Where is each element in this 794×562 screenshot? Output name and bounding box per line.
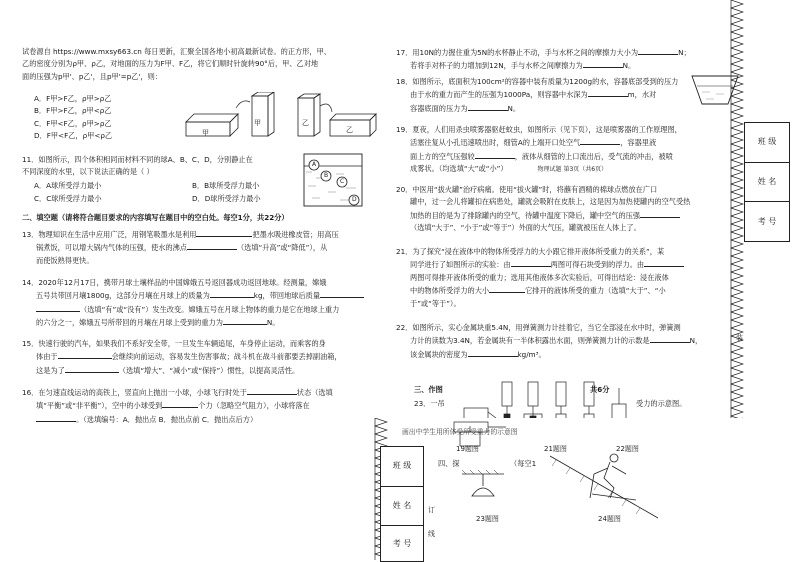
q17-text-1: 17．用10N的力握住重为5N的水杯静止不动，手与水杯之间的摩擦力大小为 <box>396 48 639 57</box>
q13-text-1: 13．物理知识在生活中应用广泛，用钢笔吸墨水是利用 <box>22 230 197 239</box>
binding-triangle <box>731 232 743 240</box>
q14-text-3: kg，带回地球后质量 <box>253 291 321 301</box>
q15-blank-1[interactable] <box>58 350 112 359</box>
q17-text-3: 若将手对杯子的力增加到12N，手与水杯之间摩擦力为 <box>410 61 583 71</box>
class-label-right: 班 级 <box>757 137 777 146</box>
q11-option-a: A．A球所受浮力最小 <box>34 181 102 190</box>
binding-triangle <box>731 72 743 80</box>
binding-triangle <box>731 152 743 160</box>
binding-mark-4: 线 <box>428 530 435 538</box>
section-4-heading: 四、探 <box>438 459 460 468</box>
question-20 <box>396 184 722 235</box>
q23-figure <box>458 470 508 510</box>
binding-triangle <box>731 344 743 352</box>
q21-blank-2[interactable] <box>644 258 684 267</box>
q21-text-4: 两图可得排开液体所受的重力；选用其他液体多次实验后，可得出结论：浸在液体 <box>410 272 669 282</box>
q13-blank-2[interactable] <box>187 241 237 250</box>
q20-blank-1[interactable] <box>640 209 680 218</box>
q14-blank-2[interactable] <box>320 289 364 298</box>
q19-text-5: ，液体从细管的上口流出后，受气流的冲击，被喷 <box>514 151 673 161</box>
id-label-right: 考 号 <box>745 201 789 242</box>
binding-triangle <box>731 384 743 392</box>
binding-triangle <box>731 40 743 48</box>
binding-triangle <box>731 24 743 32</box>
q20-text-3: 加热的目的是为了排除罐内的空气，待罐中温度下降后，罐中空气的压强 <box>410 210 641 220</box>
binding-triangle <box>731 296 743 304</box>
q18-blank-1[interactable] <box>588 88 628 97</box>
q22-text-5: kg/m³。 <box>517 349 546 359</box>
q17-blank-1[interactable] <box>638 46 678 55</box>
binding-triangle <box>731 48 743 56</box>
q10-line-3: 面的压强为p甲'、p乙'，且p甲'=p乙'，则： <box>22 71 162 81</box>
q11-option-d: D．D球所受浮力最小 <box>192 194 261 203</box>
id-label-left: 考 号 <box>381 525 423 562</box>
q21-text-6: 它排开的液体所受的重力（选填“大于”、“小 <box>525 286 666 296</box>
binding-triangle <box>731 200 743 208</box>
q23-text: 23．一吊 <box>414 399 445 408</box>
binding-triangle <box>375 434 387 442</box>
question-22 <box>396 322 722 361</box>
q14-text-2: 五号共带回月壤1800g，这部分月壤在月球上的质量为 <box>36 291 210 301</box>
question-10 <box>22 46 331 83</box>
section-3-tail: 共6分 <box>590 385 610 394</box>
binding-triangle <box>731 184 743 192</box>
binding-triangle <box>731 56 743 64</box>
q19-text-1: 19．夏夜，人们用杀虫喷雾器驱赶蚊虫，如图所示（见下页），这是喷雾器的工作原理图， <box>396 125 682 134</box>
q20-text-1: 20．中医用“拔火罐”治疗病痛。使用“拔火罐”时，将蘸有酒精的棉球点燃放在广口 <box>396 185 658 194</box>
q14-text-5: 的六分之一，嫦娥五号所带回的月壤在月球上受到的重力为 <box>36 318 223 328</box>
page-overlay-fragment <box>372 418 744 560</box>
binding-triangle <box>731 320 743 328</box>
q22-blank-2[interactable] <box>468 348 518 357</box>
q13-text-5: 而使饭熟得更快。 <box>36 255 94 265</box>
name-label-right: 姓 名 <box>745 162 789 201</box>
q16-text-1: 16．在匀速直线运动的高铁上，竖直向上抛出一小球，小球飞行时处于 <box>22 388 247 397</box>
q24-figure <box>550 448 660 524</box>
q18-text-5: N。 <box>507 103 521 113</box>
binding-triangle <box>731 272 743 280</box>
binding-triangle <box>731 304 743 312</box>
q16-text-4: 个力（忽略空气阻力），小球将落在 <box>198 401 310 411</box>
student-info-box-left <box>380 446 424 562</box>
q22-blank-1[interactable] <box>650 334 690 343</box>
binding-triangle <box>731 96 743 104</box>
q15-text-1: 15．快速行驶的汽车，如果我们不系好安全带，一旦发生车辆追尾，车身停止运动，而乘客的身 <box>22 339 326 348</box>
q10-option-d: D．F甲<F乙，ρ甲<ρ乙 <box>34 131 113 141</box>
binding-triangle <box>731 112 743 120</box>
binding-triangle <box>731 400 743 408</box>
q19-blank-1[interactable] <box>580 136 620 145</box>
q10-option-c: C．F甲<F乙，ρ甲>ρ乙 <box>34 118 112 128</box>
binding-triangle <box>731 408 743 416</box>
q11-ball-a-label: A <box>312 161 317 168</box>
q22-text-3: N， <box>689 336 703 346</box>
binding-mark-1: 装 <box>736 334 743 342</box>
q23-behind-text: 画出中学生用所体受所受重力的示意图 <box>402 428 518 436</box>
question-15 <box>22 338 382 377</box>
binding-triangle <box>731 216 743 224</box>
q13-text-2: 把墨水吸进橡皮管；用高压 <box>252 230 339 239</box>
caption-23: 23题图 <box>476 515 499 523</box>
q14-text-4: （选填“有”或“没有”）发生改变。嫦娥五号在月球上物体的重力是它在地球上重力 <box>80 304 340 314</box>
q10-line-2: 乙的密度分别为ρ甲、ρ乙，对地面的压力为F甲、F乙，将它们顺时针旋转90°后，甲、乙对地 <box>22 59 319 69</box>
binding-triangle <box>731 224 743 232</box>
student-info-box-right <box>744 122 790 242</box>
binding-triangle <box>731 88 743 96</box>
q10-line-1: 试卷源自 https://www.mxsy663.cn 每日更新，汇聚全国各地小初高最新试卷。的正方形，甲、 <box>22 47 331 56</box>
q22-text-2: 力计的读数为3.4N，若金属块有一半体积露出水面，则弹簧测力计的示数是 <box>410 336 650 346</box>
binding-triangle <box>731 288 743 296</box>
binding-triangle <box>731 264 743 272</box>
binding-triangle <box>731 144 743 152</box>
q13-text-4: （选填“升高”或“降低”），从 <box>236 243 328 253</box>
binding-triangle <box>731 32 743 40</box>
caption-22: 22题图 <box>616 445 639 453</box>
binding-triangle <box>731 248 743 256</box>
q20-text-2: 罐中，过一会儿将罐扣在病患处，罐就会吸附在皮肤上，这是因为加热使罐内的空气受热 <box>410 197 691 207</box>
q17-text-2: N； <box>678 48 691 57</box>
binding-triangle <box>731 256 743 264</box>
q13-blank-1[interactable] <box>196 228 252 237</box>
q15-text-4: 这是为了 <box>36 365 65 375</box>
q14-blank-1[interactable] <box>210 289 254 298</box>
q14-text-1: 14．2020年12月17日，携带月球土壤样品的中国嫦娥五号返回器成功返回地球。经测量，嫦娥 <box>22 278 327 287</box>
binding-triangle <box>731 352 743 360</box>
binding-triangle <box>731 8 743 16</box>
q19-text-3: ，容器里液 <box>620 138 657 148</box>
q16-text-2: 状态（选填 <box>296 388 333 397</box>
binding-triangle <box>731 280 743 288</box>
q19-blank-2[interactable] <box>475 150 515 159</box>
q22-text-4: 该金属块的密度为 <box>410 349 468 359</box>
q21-text-1: 21．为了探究“浸在液体中的物体所受浮力的大小跟它排开液体所受重力的关系”，某 <box>396 247 665 256</box>
q14-blank-4[interactable] <box>223 316 267 325</box>
q19-text-6: 成雾状。（均选填“大”或“小”） <box>410 164 508 174</box>
binding-triangle <box>731 0 743 8</box>
q23-tail: 受力的示意图。 <box>636 399 687 408</box>
binding-triangle <box>731 392 743 400</box>
binding-triangle <box>375 418 387 426</box>
q10-option-a: A．F甲>F乙，ρ甲>ρ乙 <box>34 94 112 103</box>
q16-text-3: 填“平衡”或“非平衡”），空中的小球受到 <box>36 401 163 411</box>
q18-text-1: 18．如图所示，底面积为100cm²的容器中装有质量为1200g的水，容器底部受到的压力 <box>396 77 679 86</box>
q15-text-3: 会继续向前运动，容易发生伤害事故；战斗机在战斗前都要丢掉副油箱， <box>111 352 342 362</box>
question-11 <box>22 154 253 179</box>
q10-fig-label-3: 乙 <box>302 119 309 127</box>
q11-line-2: 不同深度的水里，以下说法正确的是（ ） <box>22 167 154 177</box>
q18-text-2: 由于水的重力而产生的压强为1000Pa，则容器中水深为 <box>410 90 588 100</box>
name-label-left: 姓 名 <box>381 486 423 525</box>
q18-text-4: 容器底面的压力为 <box>410 103 468 113</box>
q10-fig-label-2: 甲 <box>254 119 261 127</box>
section-2-heading: 二、填空题（请将符合题目要求的内容填写在题目中的空白处。每空1分，共22分） <box>22 213 289 222</box>
question-21 <box>396 246 722 310</box>
binding-triangle <box>731 360 743 368</box>
q21-text-3: 两图可得石块受到的浮力。由 <box>550 260 645 270</box>
q16-blank-1[interactable] <box>247 386 297 395</box>
q17-text-4: N。 <box>622 61 636 71</box>
binding-triangle <box>731 312 743 320</box>
q14-text-6: N。 <box>266 318 280 328</box>
q11-line-1: 11．如图所示，四个体积相同而材料不同的球A、B、C、D，分别静止在 <box>22 155 253 164</box>
section-3-heading: 三、作图 <box>414 385 443 394</box>
q13-text-3: 锅煮饭，可以增大锅内气体的压强，使水的沸点 <box>36 243 187 253</box>
question-14 <box>22 277 382 330</box>
binding-triangle <box>731 128 743 136</box>
binding-triangle <box>731 208 743 216</box>
question-13 <box>22 228 382 267</box>
q10-options <box>34 93 112 143</box>
q11-option-c: C．C球所受浮力最小 <box>34 194 102 203</box>
binding-triangle <box>731 80 743 88</box>
binding-triangle <box>731 136 743 144</box>
binding-triangle <box>731 328 743 336</box>
q19-page-header: 物理试题 第3页（共6页） <box>537 166 608 174</box>
q15-blank-2[interactable] <box>65 364 119 373</box>
q22-text-1: 22．如图所示，实心金属块重5.4N，用弹簧测力计挂着它，当它全部浸在水中时，弹簧测 <box>396 323 681 332</box>
q11-ball-c-label: C <box>340 178 345 185</box>
q16-blank-2[interactable] <box>162 399 198 408</box>
q16-text-5: 。（选填编号：A．抛出点 B．抛出点前 C．抛出点后方） <box>76 414 258 424</box>
q11-ball-b-label: B <box>324 172 329 179</box>
question-19 <box>396 124 722 177</box>
q21-text-5: 中的物体所受浮力的大小 <box>410 286 490 296</box>
binding-triangle <box>731 176 743 184</box>
q14-blank-3[interactable] <box>36 303 80 312</box>
section-4-tail: （每空1 <box>510 459 537 468</box>
q19-text-4: 面上方的空气压强较 <box>410 151 475 161</box>
binding-triangle <box>375 426 387 434</box>
q21-text-2: 同学进行了如图所示的实验：由 <box>410 260 511 270</box>
q11-option-b: B．B球所受浮力最小 <box>192 181 260 190</box>
q15-text-5: （选填“增大”、“减小”或“保持”）惯性，以提高灵活性。 <box>118 365 300 375</box>
q20-text-4: （选填“大于”、“小于”或“等于”）外面的大气压，罐就被压在人体上了。 <box>410 223 641 233</box>
q21-text-7: 于”或“等于”）。 <box>410 298 461 308</box>
caption-19: 19题图 <box>456 445 479 453</box>
q17-blank-2[interactable] <box>583 59 623 68</box>
q19-text-2: 活塞往复从小孔迅速喷出时，细管A的上端开口处空气 <box>410 138 581 148</box>
binding-triangle <box>731 240 743 248</box>
q10-fig-label-4: 乙 <box>346 126 353 134</box>
binding-triangle <box>731 192 743 200</box>
q15-text-2: 体由于 <box>36 352 58 362</box>
binding-triangle <box>731 336 743 344</box>
class-label-left: 班 级 <box>392 461 412 470</box>
binding-triangle <box>731 64 743 72</box>
question-16 <box>22 386 382 426</box>
binding-triangle <box>731 376 743 384</box>
question-18 <box>396 76 696 115</box>
q10-fig-label-1: 甲 <box>202 129 209 137</box>
q21-blank-3[interactable] <box>489 284 525 293</box>
binding-triangle <box>731 168 743 176</box>
q21-blank-1[interactable] <box>511 258 551 267</box>
caption-24: 24题图 <box>598 515 621 523</box>
q18-text-3: m，水对 <box>627 90 657 100</box>
q18-blank-2[interactable] <box>468 102 508 111</box>
binding-triangle <box>731 368 743 376</box>
binding-triangle <box>731 16 743 24</box>
binding-triangle <box>731 104 743 112</box>
binding-triangle <box>731 160 743 168</box>
caption-21: 21题图 <box>544 445 567 453</box>
q10-option-b: B．F甲>F乙，ρ甲<ρ乙 <box>34 106 112 116</box>
question-17 <box>396 46 736 73</box>
binding-mark-3: 订 <box>428 506 435 514</box>
q11-ball-d-label: D <box>352 196 357 203</box>
binding-triangle <box>731 120 743 128</box>
q16-blank-3[interactable] <box>36 413 76 422</box>
